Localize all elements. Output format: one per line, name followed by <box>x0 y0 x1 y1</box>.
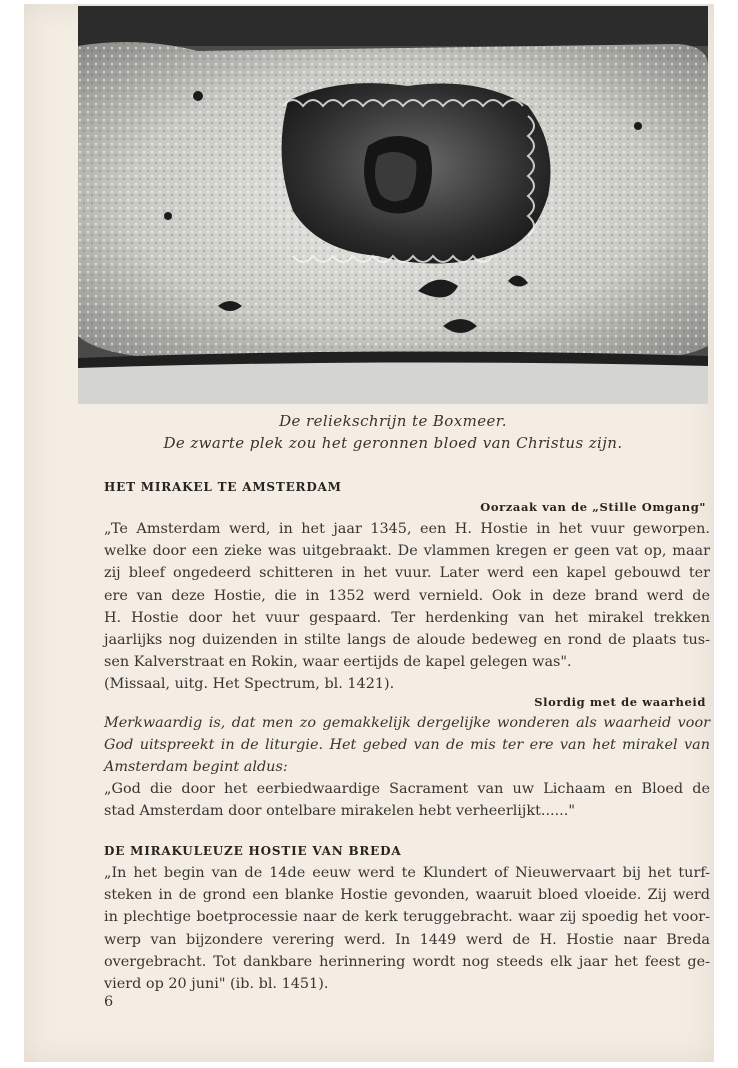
section1-prayer <box>104 778 710 822</box>
text-line: in plechtige boetprocessie naar de kerk teruggebracht. waar zij spoedig het voor- <box>104 909 710 926</box>
page-number: 6 <box>104 994 114 1010</box>
section1-subheading: Oorzaak van de „Stille Omgang" <box>480 500 706 514</box>
text-line: stad Amsterdam door ontelbare mirakelen hebt verheerlijkt......" <box>104 803 575 820</box>
section2-heading: DE MIRAKULEUZE HOSTIE VAN BREDA <box>104 844 402 858</box>
text-line: God uitspreekt in de liturgie. Het gebed van de mis ter ere van het mirakel van <box>104 737 710 754</box>
caption-line-1: De reliekschrijn te Boxmeer. <box>279 412 507 430</box>
section1-subheading-2: Slordig met de waarheid <box>534 695 706 709</box>
text-line: steken in de grond een blanke Hostie gevonden, waaruit bloed vloeide. Zij werd <box>104 887 710 904</box>
text-line: welke door een zieke was uitgebraakt. De vlammen kregen er geen vat op, maar <box>104 543 710 560</box>
text-line: overgebracht. Tot dankbare herinnering wordt nog steeds elk jaar het feest ge- <box>104 953 710 970</box>
text-line: „Te Amsterdam werd, in het jaar 1345, een H. Hostie in het vuur geworpen. <box>104 521 710 537</box>
text-line: zij bleef ongedeerd schitteren in het vuur. Later werd een kapel gebouwd ter <box>104 565 710 582</box>
reliquary-photo <box>78 6 708 404</box>
text-line: Merkwaardig is, dat men zo gemakkelijk dergelijke wonderen als waarheid voor <box>104 715 710 731</box>
section1-quote <box>104 518 710 696</box>
section1-heading: HET MIRAKEL TE AMSTERDAM <box>104 480 342 494</box>
text-line: ere van deze Hostie, die in 1352 werd vernield. Ook in deze brand werd de <box>104 587 710 604</box>
text-line: Amsterdam begint aldus: <box>104 759 288 776</box>
text-line: jaarlijks nog duizenden in stilte langs de aloude bedeweg en rond de plaats tus- <box>104 632 710 649</box>
reliquary-illustration <box>78 6 708 404</box>
text-line: vierd op 20 juni" (ib. bl. 1451). <box>104 976 329 993</box>
text-line: sen Kalverstraat en Rokin, waar eertijds de kapel gelegen was". <box>104 654 572 671</box>
text-line: H. Hostie door het vuur gespaard. Ter herdenking van het mirakel trekken <box>104 609 710 626</box>
book-page <box>24 4 714 1062</box>
text-line: „In het begin van de 14de eeuw werd te Klundert of Nieuwervaart bij het turf- <box>104 865 710 881</box>
text-line: werp van bijzondere verering werd. In 1449 werd de H. Hostie naar Breda <box>104 931 710 948</box>
source-citation: (Missaal, uitg. Het Spectrum, bl. 1421). <box>104 676 395 693</box>
section1-commentary <box>104 712 710 779</box>
section2-quote <box>104 862 710 995</box>
text-line: „God die door het eerbiedwaardige Sacrament van uw Lichaam en Bloed de <box>104 781 710 797</box>
caption-line-2: De zwarte plek zou het geronnen bloed van Christus zijn. <box>163 434 623 452</box>
